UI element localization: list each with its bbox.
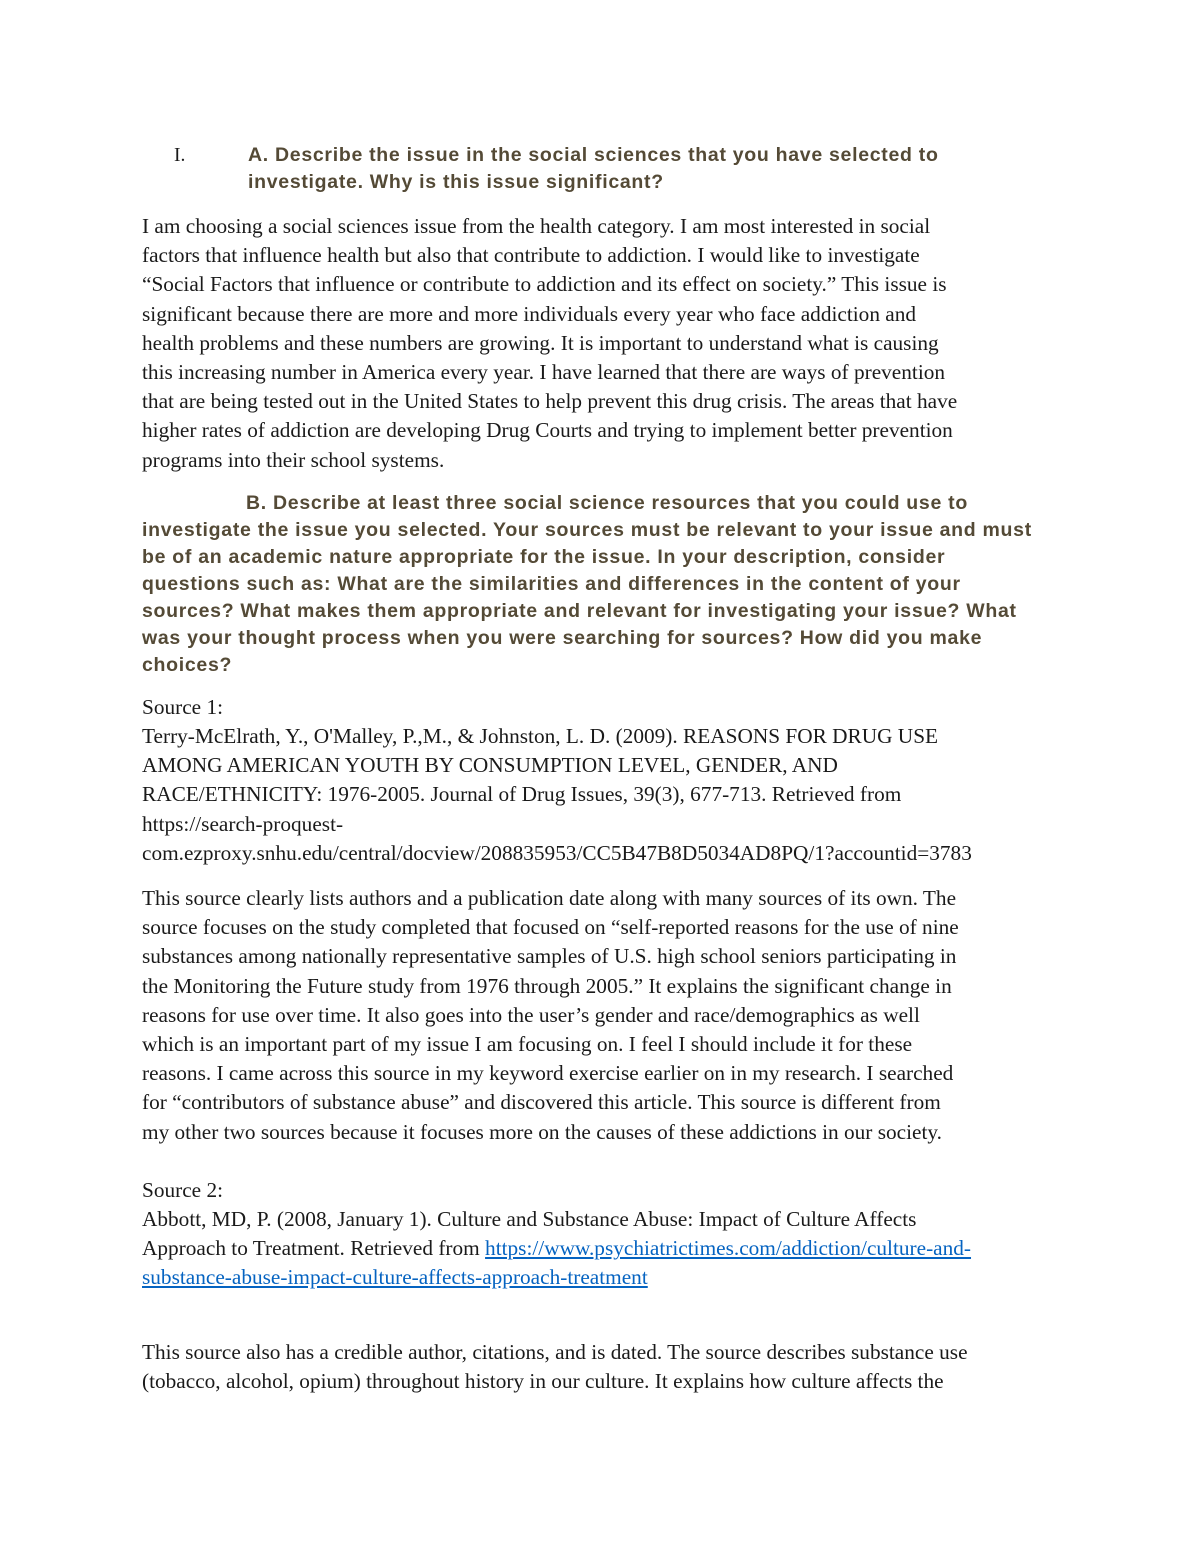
heading-text: B. Describe at least three social science resources that you could use to (246, 492, 968, 514)
text-line: my other two sources because it focuses more on the causes of these addictions in our society. (142, 1119, 942, 1144)
text-line: higher rates of addiction are developing Drug Courts and trying to implement better prevention (142, 418, 953, 443)
section-b-heading-line: investigate the issue you selected. Your sources must be relevant to your issue and must (142, 519, 1032, 541)
citation-line: Abbott, MD, P. (2008, January 1). Culture and Substance Abuse: Impact of Culture Affects (142, 1207, 917, 1231)
text-line: (tobacco, alcohol, opium) throughout history in our culture. It explains how culture affects the (142, 1369, 944, 1394)
section-a-paragraph (142, 212, 1072, 475)
source2-link-continued[interactable]: substance-abuse-impact-culture-affects-approach-treatment (142, 1265, 648, 1290)
text-line: the Monitoring the Future study from 1976 through 2005.” It explains the significant change in (142, 973, 952, 998)
text-line: programs into their school systems. (142, 447, 445, 472)
source1-label: Source 1: (142, 695, 224, 719)
text-line: this increasing number in America every year. I have learned that there are ways of prevention (142, 360, 946, 385)
text-line: factors that influence health but also that contribute to addiction. I would like to investigate (142, 243, 920, 268)
section-a-heading-line: A. Describe the issue in the social sciences that you have selected to (248, 144, 939, 166)
citation-text: Approach to Treatment. Retrieved from (142, 1236, 486, 1261)
citation-line: Terry-McElrath, Y., O'Malley, P.,M., & Johnston, L. D. (2009). REASONS FOR DRUG USE (142, 724, 939, 748)
text-line: I am choosing a social sciences issue from the health category. I am most interested in social (142, 214, 931, 238)
text-line: reasons for use over time. It also goes into the user’s gender and race/demographics as well (142, 1002, 920, 1027)
citation-line (142, 1263, 1072, 1292)
text-line: that are being tested out in the United States to help prevent this drug crisis. The areas that have (142, 389, 958, 414)
citation-line: https://search-proquest- (142, 811, 344, 836)
text-line: source focuses on the study completed that focused on “self-reported reasons for the use of nine (142, 915, 959, 940)
text-line: reasons. I came across this source in my keyword exercise earlier on in my research. I searched (142, 1061, 954, 1086)
section-numeral: I. (174, 145, 186, 166)
source2-link[interactable]: https://www.psychiatrictimes.com/addiction/culture-and- (485, 1236, 972, 1261)
source2-citation (142, 1205, 1072, 1293)
citation-line: RACE/ETHNICITY: 1976-2005. Journal of Drug Issues, 39(3), 677-713. Retrieved from (142, 782, 902, 807)
section-b-heading-line (142, 490, 1072, 517)
section-b-heading-line: questions such as: What are the similarities and differences in the content of your (142, 573, 961, 595)
source1-description (142, 884, 1072, 1147)
section-b-heading-line: choices? (142, 654, 233, 676)
source2-description (142, 1338, 1072, 1396)
text-line: which is an important part of my issue I am focusing on. I feel I should include it for these (142, 1032, 913, 1057)
text-line: substances among nationally representative samples of U.S. high school seniors participating in (142, 944, 957, 969)
citation-line (142, 1234, 1072, 1263)
source1-citation (142, 722, 1072, 868)
source2-label: Source 2: (142, 1178, 224, 1202)
text-line: This source also has a credible author, citations, and is dated. The source describes substance use (142, 1340, 968, 1364)
section-a-heading-line: investigate. Why is this issue significant? (248, 171, 664, 193)
text-line: for “contributors of substance abuse” and discovered this article. This source is different from (142, 1090, 941, 1115)
text-line: “Social Factors that influence or contribute to addiction and its effect on society.” This issue is (142, 272, 947, 297)
section-b-heading-line: be of an academic nature appropriate for the issue. In your description, consider (142, 546, 946, 568)
citation-line: com.ezproxy.snhu.edu/central/docview/208835953/CC5B47B8D5034AD8PQ/1?accountid=3783 (142, 840, 972, 865)
section-a-heading (142, 142, 1062, 196)
section-b-heading (142, 490, 1072, 679)
section-b-heading-line: was your thought process when you were searching for sources? How did you make (142, 627, 983, 649)
citation-line: AMONG AMERICAN YOUTH BY CONSUMPTION LEVEL, GENDER, AND (142, 753, 838, 778)
section-b-heading-line: sources? What makes them appropriate and relevant for investigating your issue? What (142, 600, 1017, 622)
text-line: health problems and these numbers are growing. It is important to understand what is causing (142, 330, 939, 355)
text-line: significant because there are more and more individuals every year who face addiction and (142, 301, 917, 326)
text-line: This source clearly lists authors and a publication date along with many sources of its own. The (142, 886, 957, 910)
